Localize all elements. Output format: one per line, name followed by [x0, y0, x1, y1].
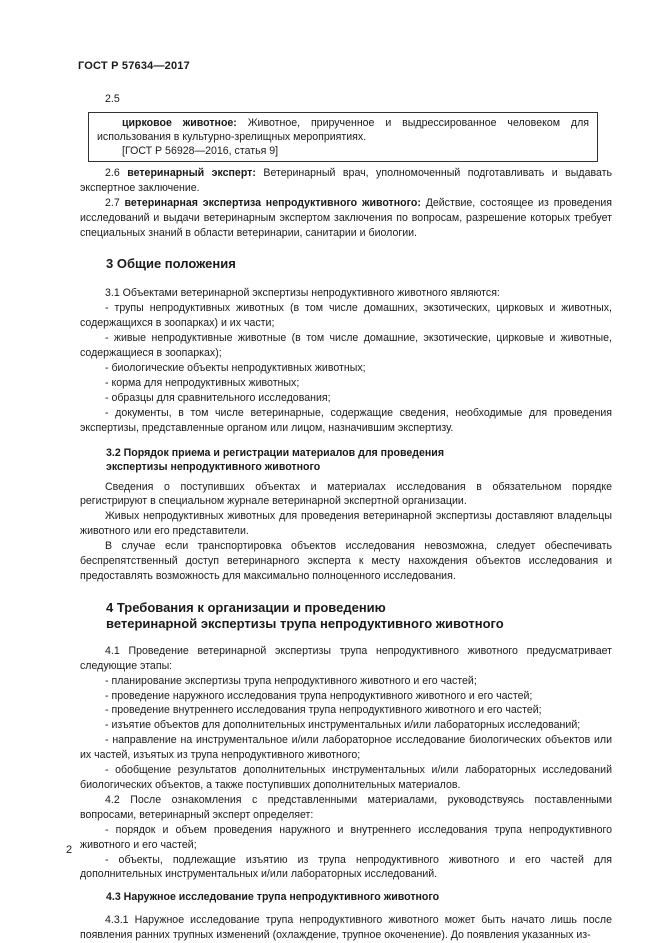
list-item: - документы, в том числе ветеринарные, содержащие сведения, необходимые для проведения экспертизы, представленные органом или лицом, назначившим экспертизу. [80, 406, 612, 434]
list-item: - порядок и объем проведения наружного и внутреннего исследования трупа непродуктивного животного и его частей; [80, 823, 612, 851]
clause-2-5: 2.5 [105, 93, 120, 105]
clause-3-2-heading: 3.2 Порядок приема и регистрации материалов для проведения экспертизы непродуктивного животного [106, 446, 444, 473]
clause-2-7 [80, 196, 612, 241]
list-item: - проведение наружного исследования трупа непродуктивного животного и его частей; [105, 689, 533, 702]
clause-number: 2.7 [105, 196, 120, 209]
list-item: - корма для непродуктивных животных; [105, 376, 300, 389]
definition: Действие, состоящее из проведения исследований и выдачи ветеринарным экспертом заключения по вопросам, разрешение которых требует специальных знаний в области ветеринарии, санитарии и биологии. [80, 196, 612, 239]
note-term: цирковое животное: [122, 116, 237, 129]
note-reference: [ГОСТ Р 56928—2016, статья 9] [122, 144, 279, 157]
list-item: - изъятие объектов для дополнительных инструментальных и/или лабораторных исследований; [105, 719, 581, 732]
clause-4-1: 4.1 Проведение ветеринарной экспертизы трупа непродуктивного животного предусматривает следующие этапы: [80, 644, 612, 672]
section-4-heading [80, 600, 612, 632]
document-header: ГОСТ Р 57634—2017 [78, 60, 190, 72]
list-item: - образцы для сравнительного исследования; [105, 391, 331, 404]
note-text: Животное, прирученное и выдрессированное человеком для использования в культурно-зрелищных мероприятиях. [97, 116, 590, 143]
paragraph: Живых непродуктивных животных для проведения ветеринарной экспертизы доставляют владельцы животного или его представители. [80, 510, 612, 538]
clause-4-3-1: 4.3.1 Наружное исследование трупа непродуктивного животного может быть начато лишь после появления ранних трупных изменений (охлаждение, трупное окоченение). До появления указанных из- [80, 914, 612, 942]
clause-2-6 [80, 166, 612, 196]
list-item: - проведение внутреннего исследования трупа непродуктивного животного и его частей; [105, 704, 542, 717]
list-item: - объекты, подлежащие изъятию из трупа непродуктивного животного и его частей для дополнительных инструментальных и/или лабораторных исследований. [80, 853, 612, 881]
paragraph: В случае если транспортировка объектов исследования невозможна, следует обеспечивать беспрепятственный доступ ветеринарного эксперта к месту нахождения объектов исследования и предоставлять возможность для максимально полноценного исследования. [80, 540, 612, 582]
page-number: 2 [66, 844, 73, 856]
list-item: - трупы непродуктивных животных (в том числе домашних, экзотических, цирковых и животных, содержащихся в зоопарках) и их части; [80, 302, 612, 330]
clause-3-1: 3.1 Объектами ветеринарной экспертизы непродуктивного животного являются: [105, 287, 500, 300]
list-item: - биологические объекты непродуктивных животных; [105, 361, 366, 374]
term: ветеринарная экспертиза непродуктивного животного: [124, 196, 421, 209]
term: ветеринарный эксперт: [127, 166, 256, 179]
definition: Ветеринарный врач, уполномоченный подготавливать и выдавать экспертное заключение. [80, 166, 613, 194]
definition-box [88, 112, 598, 162]
section-4-heading-line-2: ветеринарной экспертизы трупа непродуктивного животного [106, 615, 504, 631]
clause-4-3-heading: 4.3 Наружное исследование трупа непродуктивного животного [106, 891, 440, 904]
section-4-heading-line-1: 4 Требования к организации и проведению [106, 599, 386, 615]
clause-4-2: 4.2 После ознакомления с представленными материалами, руководствуясь поставленными вопросами, ветеринарный эксперт определяет: [80, 793, 612, 821]
note-definition [97, 116, 589, 144]
clause-number: 2.6 [105, 166, 120, 179]
list-item: - планирование экспертизы трупа непродуктивного животного и его частей; [105, 674, 477, 687]
list-item: - живые непродуктивные животные (в том числе домашние, экзотические, цирковые и животные, содержащиеся в зоопарках); [80, 332, 612, 360]
section-3-heading: 3 Общие положения [106, 256, 236, 272]
list-item: - направление на инструментальное и/или лабораторное исследование биологических объектов или их частей, изъятых из трупа непродуктивного животного; [80, 734, 612, 762]
list-item: - обобщение результатов дополнительных инструментальных и/или лабораторных исследований биологических объектов, а также поступивших дополнительных материалов. [80, 764, 612, 791]
document-body [80, 92, 612, 943]
paragraph: Сведения о поступивших объектах и материалах исследования в обязательном порядке регистрируют в специальном журнале ветеринарной экспертной организации. [80, 480, 612, 508]
